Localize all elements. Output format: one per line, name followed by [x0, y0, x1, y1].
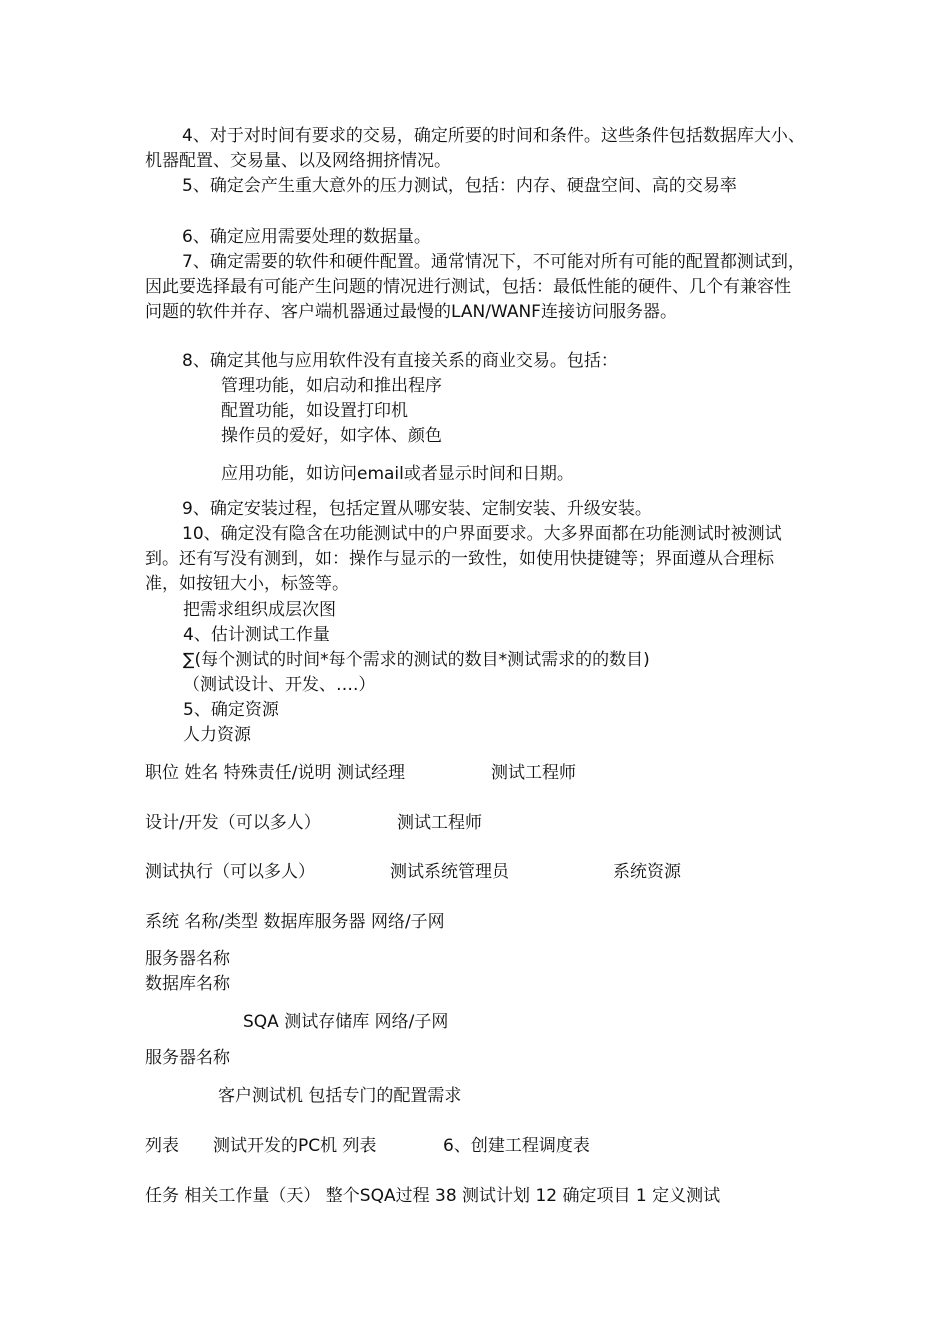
table-row-system: 系统 名称/类型 数据库服务器 网络/子网 [145, 912, 445, 932]
formula-line: ∑(每个测试的时间*每个需求的测试的数目*测试需求的的数目) [183, 650, 650, 670]
table-cell-list: 列表 [145, 1136, 179, 1156]
table-cell-server-name: 服务器名称 [145, 949, 230, 969]
heading-system-resources: 系统资源 [613, 862, 681, 882]
heading-human-resources: 人力资源 [183, 725, 251, 745]
table-cell-sqa-repository: SQA 测试存储库 网络/子网 [243, 1012, 449, 1032]
paragraph-4-timing: 4、对于对时间有要求的交易，确定所要的时间和条件。这些条件包括数据库大小、机器配置、交易量、以及网络拥挤情况。 [145, 126, 805, 171]
table-cell-design-dev: 设计/开发（可以多人） [145, 813, 321, 833]
table-cell-db-name: 数据库名称 [145, 974, 230, 994]
line-hierarchy: 把需求组织成层次图 [183, 600, 336, 620]
table-cell-dev-pc: 测试开发的PC机 列表 [213, 1136, 377, 1156]
heading-resources: 5、确定资源 [183, 700, 279, 720]
paragraph-10-ui: 10、确定没有隐含在功能测试中的户界面要求。大多界面都在功能测试时被测试到。还有写没有测到，如：操作与显示的一致性，如使用快捷键等；界面遵从合理标准，如按钮大小，标签等。 [145, 524, 782, 594]
paragraph-8-business: 8、确定其他与应用软件没有直接关系的商业交易。包括： [182, 351, 618, 371]
paragraph-9-install: 9、确定安装过程，包括定置从哪安装、定制安装、升级安装。 [182, 499, 652, 519]
heading-schedule: 6、创建工程调度表 [443, 1136, 590, 1156]
list-item-operator: 操作员的爱好，如字体、颜色 [221, 426, 442, 446]
table-cell-test-execution: 测试执行（可以多人） [145, 862, 315, 882]
paragraph-7-configuration: 7、确定需要的软件和硬件配置。通常情况下，不可能对所有可能的配置都测试到，因此要选择最有可能产生问题的情况进行测试，包括：最低性能的硬件、几个有兼容性问题的软件并存、客户端机器通过最慢的LAN/WANF连接访问服务器。 [145, 252, 805, 322]
table-cell-test-engineer-2: 测试工程师 [397, 813, 482, 833]
table-cell-server-name-2: 服务器名称 [145, 1048, 230, 1068]
formula-note: （测试设计、开发、….） [183, 675, 376, 695]
list-item-application: 应用功能，如访问email或者显示时间和日期。 [221, 464, 574, 484]
list-item-configuration: 配置功能，如设置打印机 [221, 401, 408, 421]
list-item-management: 管理功能，如启动和推出程序 [221, 376, 442, 396]
table-cell-client-machine: 客户测试机 包括专门的配置需求 [218, 1086, 462, 1106]
table-cell-test-engineer: 测试工程师 [491, 763, 576, 783]
table-row-tasks: 任务 相关工作量（天） 整个SQA过程 38 测试计划 12 确定项目 1 定义测试 [145, 1186, 721, 1206]
paragraph-6-data-volume: 6、确定应用需要处理的数据量。 [182, 227, 431, 247]
heading-estimate-effort: 4、估计测试工作量 [183, 625, 330, 645]
table-cell-sysadmin: 测试系统管理员 [390, 862, 509, 882]
table-row-roles: 职位 姓名 特殊责任/说明 测试经理 [145, 763, 405, 783]
paragraph-5-stress: 5、确定会产生重大意外的压力测试，包括：内存、硬盘空间、高的交易率 [182, 176, 737, 196]
